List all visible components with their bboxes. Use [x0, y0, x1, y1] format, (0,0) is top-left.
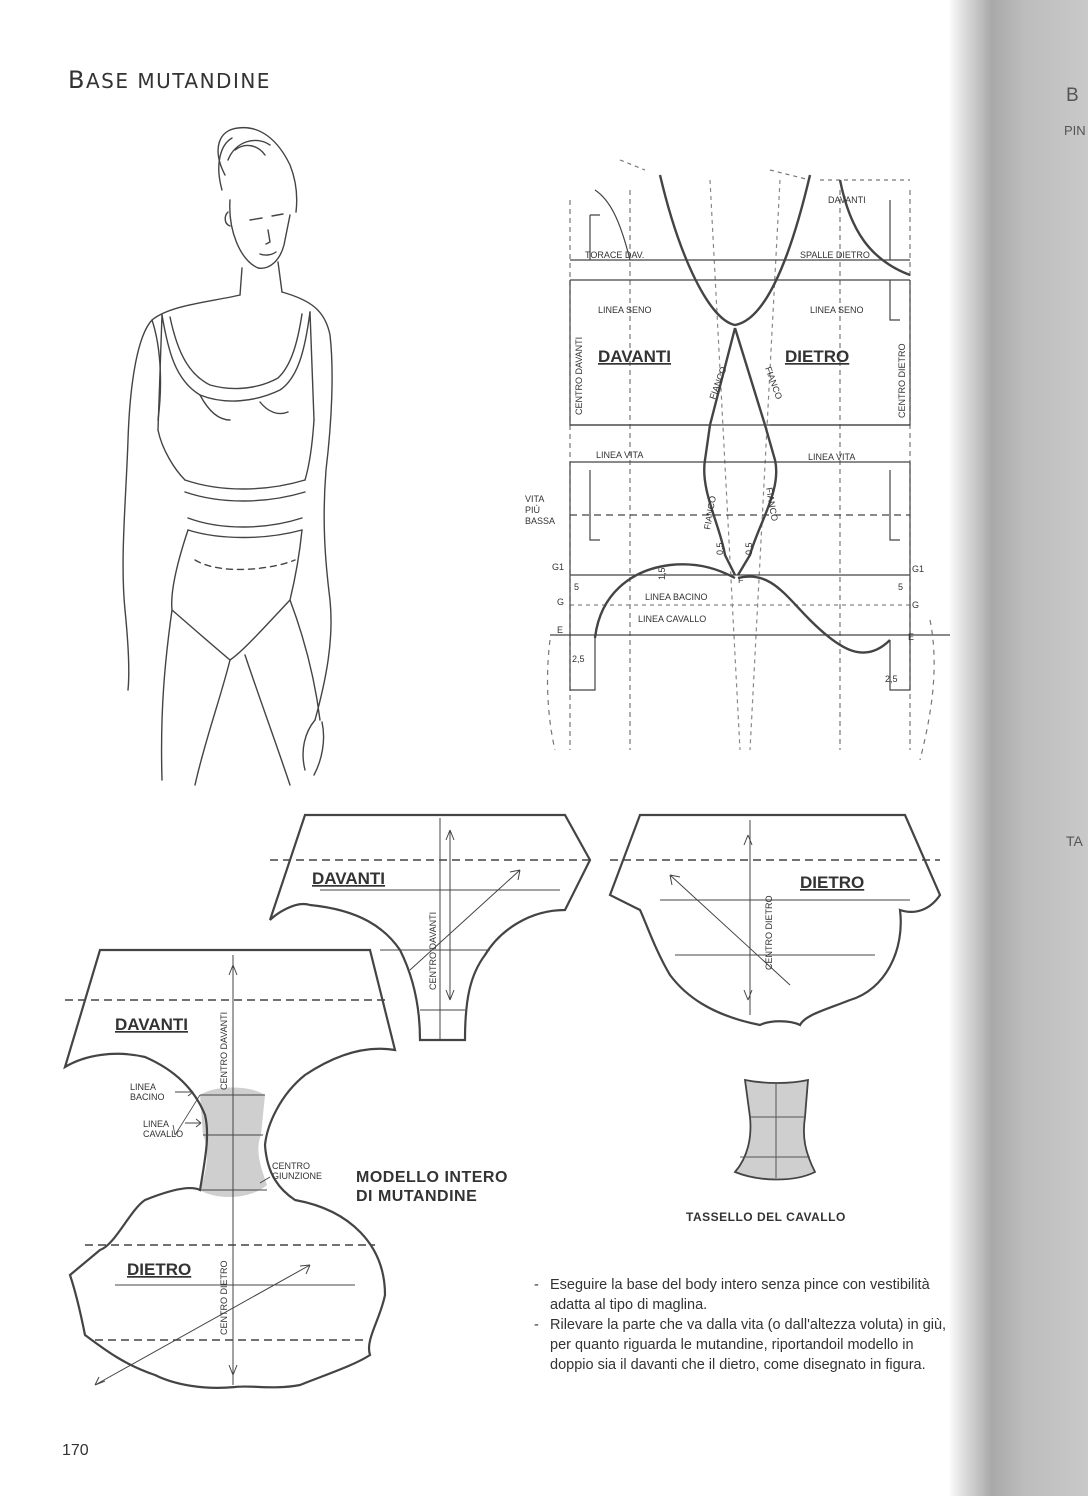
- label-dietro: DIETRO: [785, 347, 850, 366]
- label-linea-vita-left: LINEA VITA: [596, 450, 644, 460]
- label-piu: PIÙ: [525, 505, 541, 515]
- dim-2-5-left: 2,5: [572, 654, 585, 664]
- dim-5-right: 5: [898, 582, 904, 592]
- dietro-brief-piece: [600, 800, 950, 1040]
- label-linea-vita-right: LINEA VITA: [808, 452, 856, 462]
- label-linea-seno-right: LINEA SENO: [810, 305, 864, 315]
- full-model-title: MODELLO INTERO DI MUTANDINE: [356, 1169, 508, 1205]
- full-model-centro-dietro: CENTRO DIETRO: [219, 1260, 229, 1335]
- full-brief-model: [55, 945, 400, 1415]
- label-f: F: [738, 575, 744, 585]
- crotch-gusset: [720, 1072, 840, 1192]
- instructions-list: [532, 1275, 957, 1375]
- instruction-item: - Eseguire la base del body intero senza pince con vestibilità adatta al tipo di maglina.: [532, 1275, 957, 1315]
- label-g-right: G: [912, 600, 920, 610]
- label-g-left: G: [557, 597, 565, 607]
- label-linea-cavallo: LINEA CAVALLO: [638, 614, 707, 624]
- bodice-draft-diagram: [520, 150, 960, 800]
- label-bassa: BASSA: [525, 516, 556, 526]
- label-centro-dietro: CENTRO DIETRO: [897, 343, 907, 418]
- davanti-piece-centro: CENTRO DAVANTI: [428, 911, 438, 990]
- next-page-pin: PIN: [1064, 123, 1086, 138]
- label-davanti: DAVANTI: [598, 347, 672, 366]
- dim-0-5-right: 0,5: [744, 542, 754, 555]
- dietro-piece-centro: CENTRO DIETRO: [764, 895, 774, 970]
- dim-0-5-left: 0,5: [715, 542, 725, 555]
- label-e-right: E: [908, 632, 915, 642]
- label-davanti-arrow: DAVANTI: [828, 195, 866, 205]
- label-fianco-2: FIANCO: [763, 365, 785, 401]
- full-model-centro-giunzione-1: CENTRO: [272, 1161, 310, 1171]
- label-vita: VITA: [525, 494, 545, 504]
- label-g1-left: G1: [552, 562, 565, 572]
- label-e-left: E: [557, 625, 564, 635]
- full-model-linea-cavallo-2: CAVALLO: [143, 1129, 184, 1139]
- full-model-linea-cavallo-1: LINEA: [143, 1119, 170, 1129]
- dim-5-left: 5: [574, 582, 580, 592]
- next-page-ta: TA: [1066, 833, 1083, 849]
- dim-2-5-right: 2,5: [885, 674, 898, 684]
- dietro-piece-label: DIETRO: [800, 873, 865, 892]
- label-fianco-3: FIANCO: [702, 495, 718, 531]
- book-gutter-shadow: [950, 0, 1088, 1496]
- label-fianco-1: FIANCO: [707, 365, 729, 401]
- full-model-davanti: DAVANTI: [115, 1015, 189, 1034]
- full-model-linea-bacino-1: LINEA: [130, 1082, 157, 1092]
- full-model-dietro: DIETRO: [127, 1260, 192, 1279]
- instruction-item: - Rilevare la parte che va dalla vita (o dall'altezza voluta) in giù, per quanto riguarda le mutandine, riportandoil modello in doppio sia il davanti che il dietro, come disegnato in figura.: [532, 1315, 957, 1375]
- page-number: 170: [62, 1442, 89, 1459]
- label-torace-dav: TORACE DAV.: [585, 250, 645, 260]
- figure-illustration: [100, 120, 380, 800]
- page-title: BASE MUTANDINE: [68, 66, 271, 94]
- label-linea-bacino: LINEA BACINO: [645, 592, 708, 602]
- next-page-b: B: [1066, 85, 1079, 106]
- dim-1-5: 1,5: [657, 567, 667, 580]
- full-model-linea-bacino-2: BACINO: [130, 1092, 165, 1102]
- gusset-caption: TASSELLO DEL CAVALLO: [686, 1210, 846, 1224]
- full-model-centro-giunzione-2: GIUNZIONE: [272, 1171, 323, 1181]
- label-linea-seno-left: LINEA SENO: [598, 305, 652, 315]
- label-spalle-dietro: SPALLE DIETRO: [800, 250, 870, 260]
- label-centro-davanti: CENTRO DAVANTI: [574, 336, 584, 415]
- label-fianco-4: FIANCO: [764, 486, 780, 522]
- davanti-piece-label: DAVANTI: [312, 869, 386, 888]
- label-g1-right: G1: [912, 564, 925, 574]
- full-model-centro-davanti: CENTRO DAVANTI: [219, 1011, 229, 1090]
